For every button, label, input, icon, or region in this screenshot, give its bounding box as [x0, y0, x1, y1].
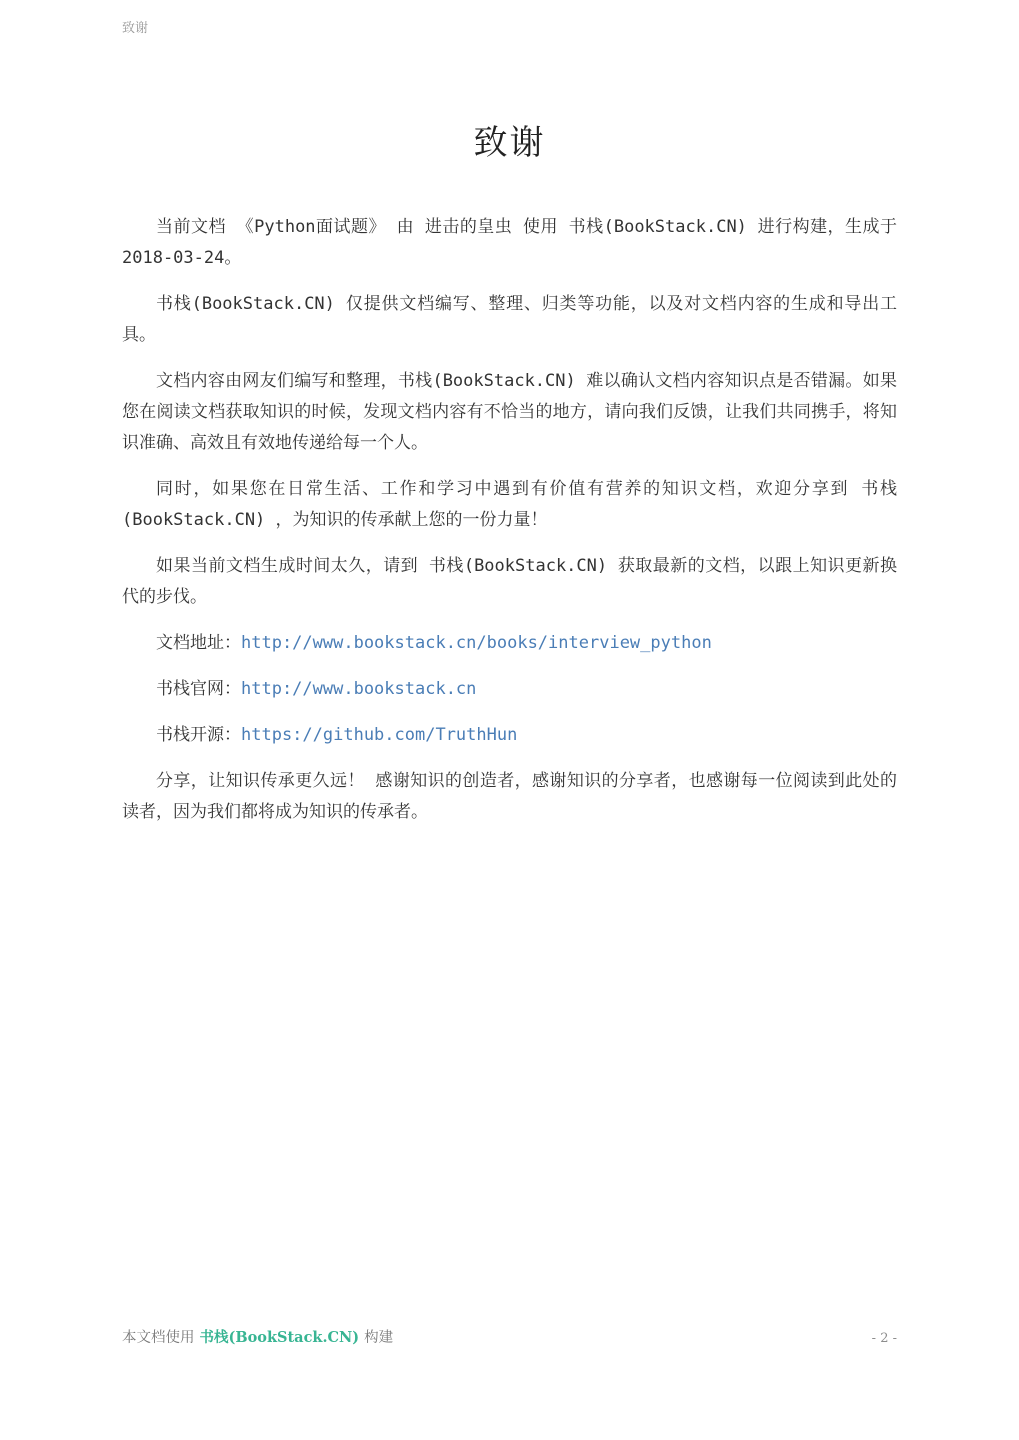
link-label: 书栈官网： [156, 679, 241, 699]
document-body [122, 212, 897, 828]
link-row-github-url [122, 720, 897, 751]
running-header: 致谢 [122, 21, 149, 36]
footer-prefix: 本文档使用 [122, 1330, 195, 1346]
page-title: 致谢 [473, 123, 546, 163]
page-footer [122, 1326, 897, 1347]
paragraph-closing-thanks: 分享，让知识传承更久远！ 感谢知识的创造者，感谢知识的分享者，也感谢每一位阅读到此处的读者，因为我们都将成为知识的传承者。 [122, 771, 897, 822]
link-label: 书栈开源： [156, 725, 241, 745]
bookstack-site-link[interactable]: http://www.bookstack.cn [241, 679, 477, 699]
footer-built-with [122, 1326, 393, 1347]
github-repo-link[interactable]: https://github.com/TruthHun [241, 725, 518, 745]
page-number: - 2 - [871, 1331, 897, 1346]
link-row-site-url [122, 674, 897, 705]
link-label: 文档地址： [156, 633, 241, 653]
document-url-link[interactable]: http://www.bookstack.cn/books/interview_python [241, 633, 712, 653]
footer-suffix: 构建 [364, 1330, 394, 1346]
paragraph-build-info: 当前文档 《Python面试题》 由 进击的皇虫 使用 书栈(BookStack.CN) 进行构建，生成于 2018-03-24。 [122, 217, 897, 268]
paragraph-share-invite: 同时，如果您在日常生活、工作和学习中遇到有价值有营养的知识文档，欢迎分享到 书栈(BookStack.CN) ，为知识的传承献上您的一份力量！ [122, 479, 897, 530]
bookstack-brand-link[interactable]: 书栈(BookStack.CN) [199, 1329, 360, 1346]
link-row-doc-url [122, 628, 897, 659]
paragraph-service-scope: 书栈(BookStack.CN) 仅提供文档编写、整理、归类等功能，以及对文档内容的生成和导出工具。 [122, 294, 897, 345]
paragraph-update-notice: 如果当前文档生成时间太久，请到 书栈(BookStack.CN) 获取最新的文档，以跟上知识更新换代的步伐。 [122, 556, 897, 607]
paragraph-content-disclaimer: 文档内容由网友们编写和整理，书栈(BookStack.CN) 难以确认文档内容知识点是否错漏。如果您在阅读文档获取知识的时候，发现文档内容有不恰当的地方，请向我们反馈，让我们共同携手，将知识准确、高效且有效地传递给每一个人。 [122, 371, 897, 453]
